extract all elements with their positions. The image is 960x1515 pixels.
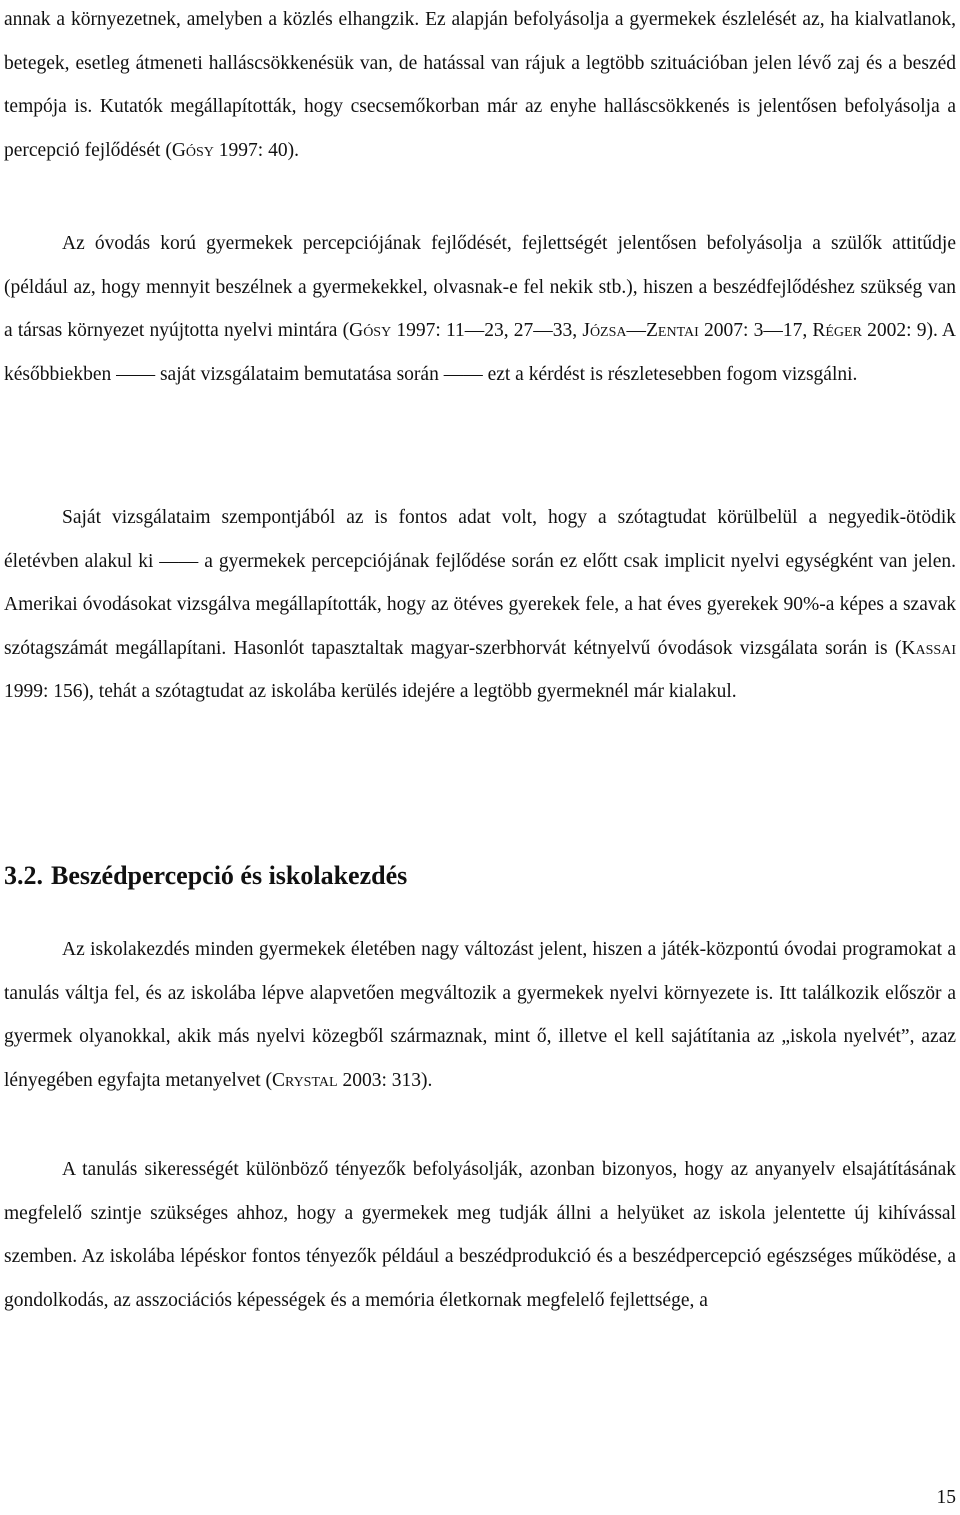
paragraph-text: 1997: 40). xyxy=(213,139,299,161)
paragraph-text: 2002: 9). A későbbiekben ―― saját vizsgálataim bemutatása során ―― ezt a kérdést is részletesebben fogom vizsgálni. xyxy=(4,320,957,385)
paragraph-syllable-awareness xyxy=(4,496,956,714)
section-title: Beszédpercepció és iskolakezdés xyxy=(51,861,408,890)
section-number: 3.2. xyxy=(4,861,43,890)
paragraph-text: 2007: 3―17, xyxy=(698,320,813,342)
paragraph-learning-success xyxy=(4,1148,956,1322)
citation-author: Gósy xyxy=(349,320,392,342)
citation-author: Józsa xyxy=(582,320,627,342)
citation-author: Kassai xyxy=(901,637,956,659)
citation-separator: ― xyxy=(626,320,647,342)
paragraph-text: Saját vizsgálataim szempontjából az is fontos adat volt, hogy a szótagtudat körülbelül a negyedik-ötödik életévben alakul ki ―― a gyermekek percepciójának fejlődése során ez előtt csak implicit nyelvi egységként van jelen. Amerikai óvodásokat vizsgálva megállapították, hogy az ötéves gyerekek fele, a hat éves gyerekek 90%-a képes a szavak szótagszámát megállapítani. Hasonlót tapasztaltak magyar-szerbhorvát kétnyelvű óvodások vizsgálata során is ( xyxy=(4,507,956,659)
page-number: 15 xyxy=(936,1487,956,1508)
section-heading xyxy=(4,856,407,896)
citation-author: Zentai xyxy=(646,320,699,342)
citation-author: Gósy xyxy=(171,139,214,161)
paragraph-text: 1997: 11―23, 27―33, xyxy=(391,320,583,342)
paragraph-text: annak a környezetnek, amelyben a közlés elhangzik. Ez alapján befolyásolja a gyermekek észlelését az, ha kialvatlanok, betegek, esetleg átmeneti halláscsökkenésük van, de hatással van rájuk a legtöbb szituációban jelen lévő zaj és a beszéd tempója is. Kutatók megállapították, hogy csecsemőkorban már az enyhe halláscsökkenés is jelentősen befolyásolja a percepció fejlődését ( xyxy=(4,9,956,161)
citation-author: Réger xyxy=(812,320,862,342)
paragraph-parental-attitude xyxy=(4,222,956,396)
paragraph-school-start xyxy=(4,928,956,1102)
paragraph-text: A tanulás sikerességét különböző tényezők befolyásolják, azonban bizonyos, hogy az anyanyelv elsajátításának megfelelő szintje szükséges ahhoz, hogy a gyermekek meg tudják állni a helyüket az iskola jelentette új kihívással szemben. Az iskolába lépéskor fontos tényezők például a beszédprodukció és a beszédpercepció egészséges működése, a gondolkodás, az asszociációs képességek és a memória életkornak megfelelő fejlettsége, a xyxy=(4,1159,956,1311)
paragraph-text: Az óvodás korú gyermekek percepciójának fejlődését, fejlettségét jelentősen befolyásolja a szülők attitűdje (például az, hogy mennyit beszélnek a gyermekekkel, olvasnak-e fel nekik stb.), hiszen a beszédfejlődéshez szükség van a társas környezet nyújtotta nyelvi mintára ( xyxy=(4,233,956,342)
paragraph-text: 2003: 313). xyxy=(337,1069,433,1091)
paragraph-text: 1999: 156), tehát a szótagtudat az iskolába kerülés idejére a legtöbb gyermeknél már kialakul. xyxy=(4,681,737,703)
paragraph-text: Az iskolakezdés minden gyermekek életében nagy változást jelent, hiszen a játék-központú óvodai programokat a tanulás váltja fel, és az iskolába lépve alapvetően megváltozik a gyermekek nyelvi környezete is. Itt találkozik először a gyermek olyanokkal, akik más nyelvi közegből származnak, mint ő, illetve el kell sajátítania az „iskola nyelvét”, azaz lényegében egyfajta metanyelvet ( xyxy=(4,939,956,1091)
citation-author: Crystal xyxy=(272,1069,338,1091)
paragraph-hearing-perception xyxy=(4,0,956,172)
